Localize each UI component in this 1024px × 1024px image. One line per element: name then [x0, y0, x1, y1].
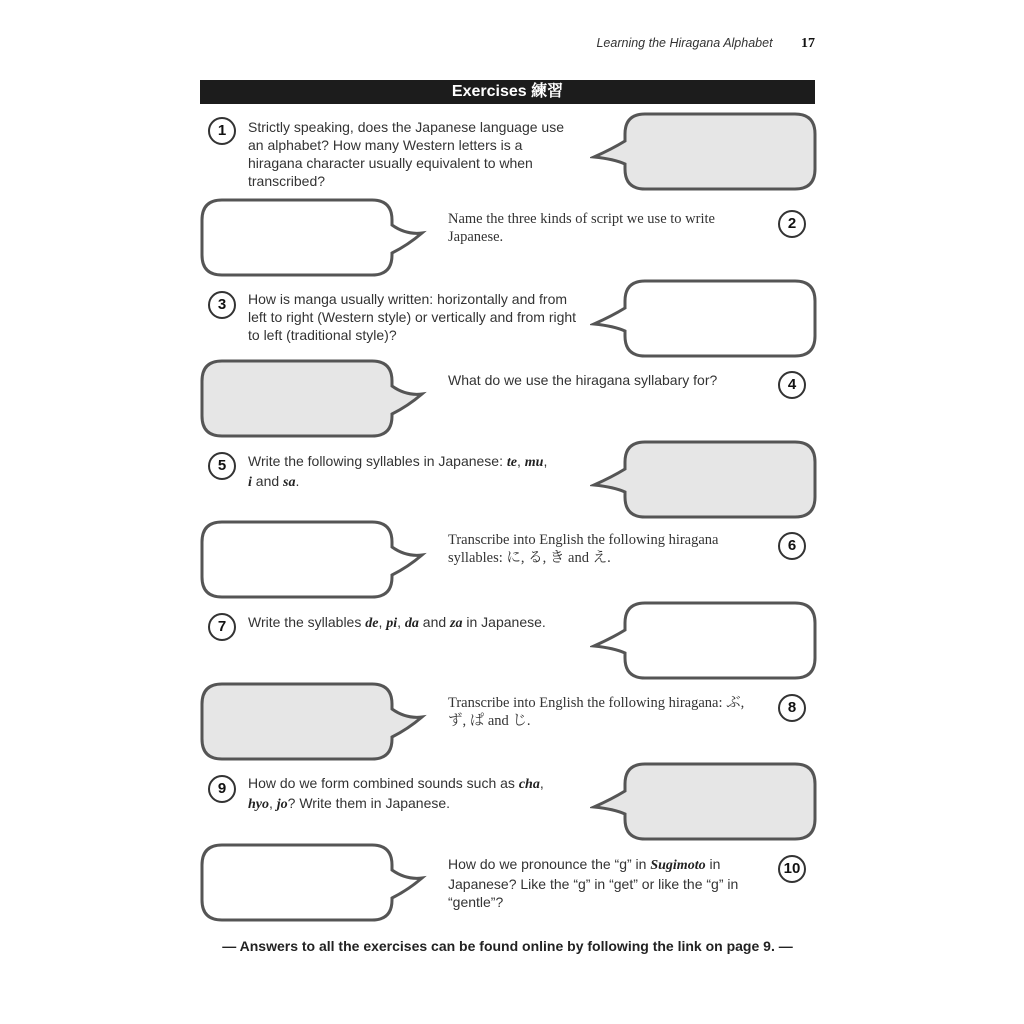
exercise-question-2: Name the three kinds of script we use to write Japanese.	[448, 211, 715, 245]
exercise-question-3: How is manga usually written: horizontally and from left to right (Western style) or vertically and from right to left (traditional style)?	[248, 291, 577, 343]
exercise-number-8: 8	[778, 694, 806, 722]
answer-bubble-6[interactable]	[196, 517, 436, 607]
speech-bubble-shape	[202, 845, 422, 920]
exercise-question-5: Write the following syllables in Japanese: te, mu, i and sa.	[248, 453, 548, 490]
speech-bubble-shape	[594, 442, 815, 517]
speech-bubble-shape	[594, 603, 815, 678]
exercise-question-10: How do we pronounce the “g” in Sugimoto in Japanese? Like the “g” in “get” or like the “g” in “gentle”?	[448, 856, 739, 910]
answer-bubble-8[interactable]	[196, 679, 436, 769]
exercise-number-5: 5	[208, 452, 236, 480]
answer-bubble-7[interactable]	[590, 598, 830, 688]
answer-bubble-4[interactable]	[196, 356, 436, 446]
exercise-number-7: 7	[208, 613, 236, 641]
answer-bubble-3[interactable]	[590, 276, 830, 366]
exercise-question-7: Write the syllables de, pi, da and za in Japanese.	[248, 614, 546, 631]
page-number: 17	[801, 36, 815, 51]
speech-bubble-shape	[594, 764, 815, 839]
chapter-title: Learning the Hiragana Alphabet	[596, 36, 773, 50]
exercise-number-3: 3	[208, 291, 236, 319]
speech-bubble-shape	[594, 281, 815, 356]
running-header	[0, 34, 815, 52]
exercise-number-6: 6	[778, 532, 806, 560]
exercise-number-2: 2	[778, 210, 806, 238]
exercise-number-9: 9	[208, 775, 236, 803]
answer-bubble-9[interactable]	[590, 759, 830, 849]
answer-bubble-10[interactable]	[196, 840, 436, 930]
exercise-number-1: 1	[208, 117, 236, 145]
answer-bubble-1[interactable]	[590, 109, 830, 199]
exercise-question-9: How do we form combined sounds such as cha, hyo, jo? Write them in Japanese.	[248, 775, 544, 812]
speech-bubble-shape	[202, 522, 422, 597]
exercise-question-4: What do we use the hiragana syllabary for?	[448, 372, 718, 388]
answers-footer-note: — Answers to all the exercises can be found online by following the link on page 9. —	[222, 938, 793, 954]
exercise-question-6: Transcribe into English the following hiragana syllables: に, る, き and え.	[448, 532, 719, 566]
exercise-question-1: Strictly speaking, does the Japanese language use an alphabet? How many Western letters is a hiragana character usually equivalent to when transcribed?	[248, 119, 564, 189]
speech-bubble-shape	[202, 684, 422, 759]
speech-bubble-shape	[202, 361, 422, 436]
speech-bubble-shape	[594, 114, 815, 189]
exercise-number-10: 10	[778, 855, 806, 883]
exercise-number-4: 4	[778, 371, 806, 399]
answer-bubble-5[interactable]	[590, 437, 830, 527]
answer-bubble-2[interactable]	[196, 195, 436, 285]
exercise-question-8: Transcribe into English the following hiragana: ぶ, ず, ぱ and じ.	[448, 695, 745, 729]
speech-bubble-shape	[202, 200, 422, 275]
exercises-banner: Exercises 練習	[200, 80, 815, 104]
